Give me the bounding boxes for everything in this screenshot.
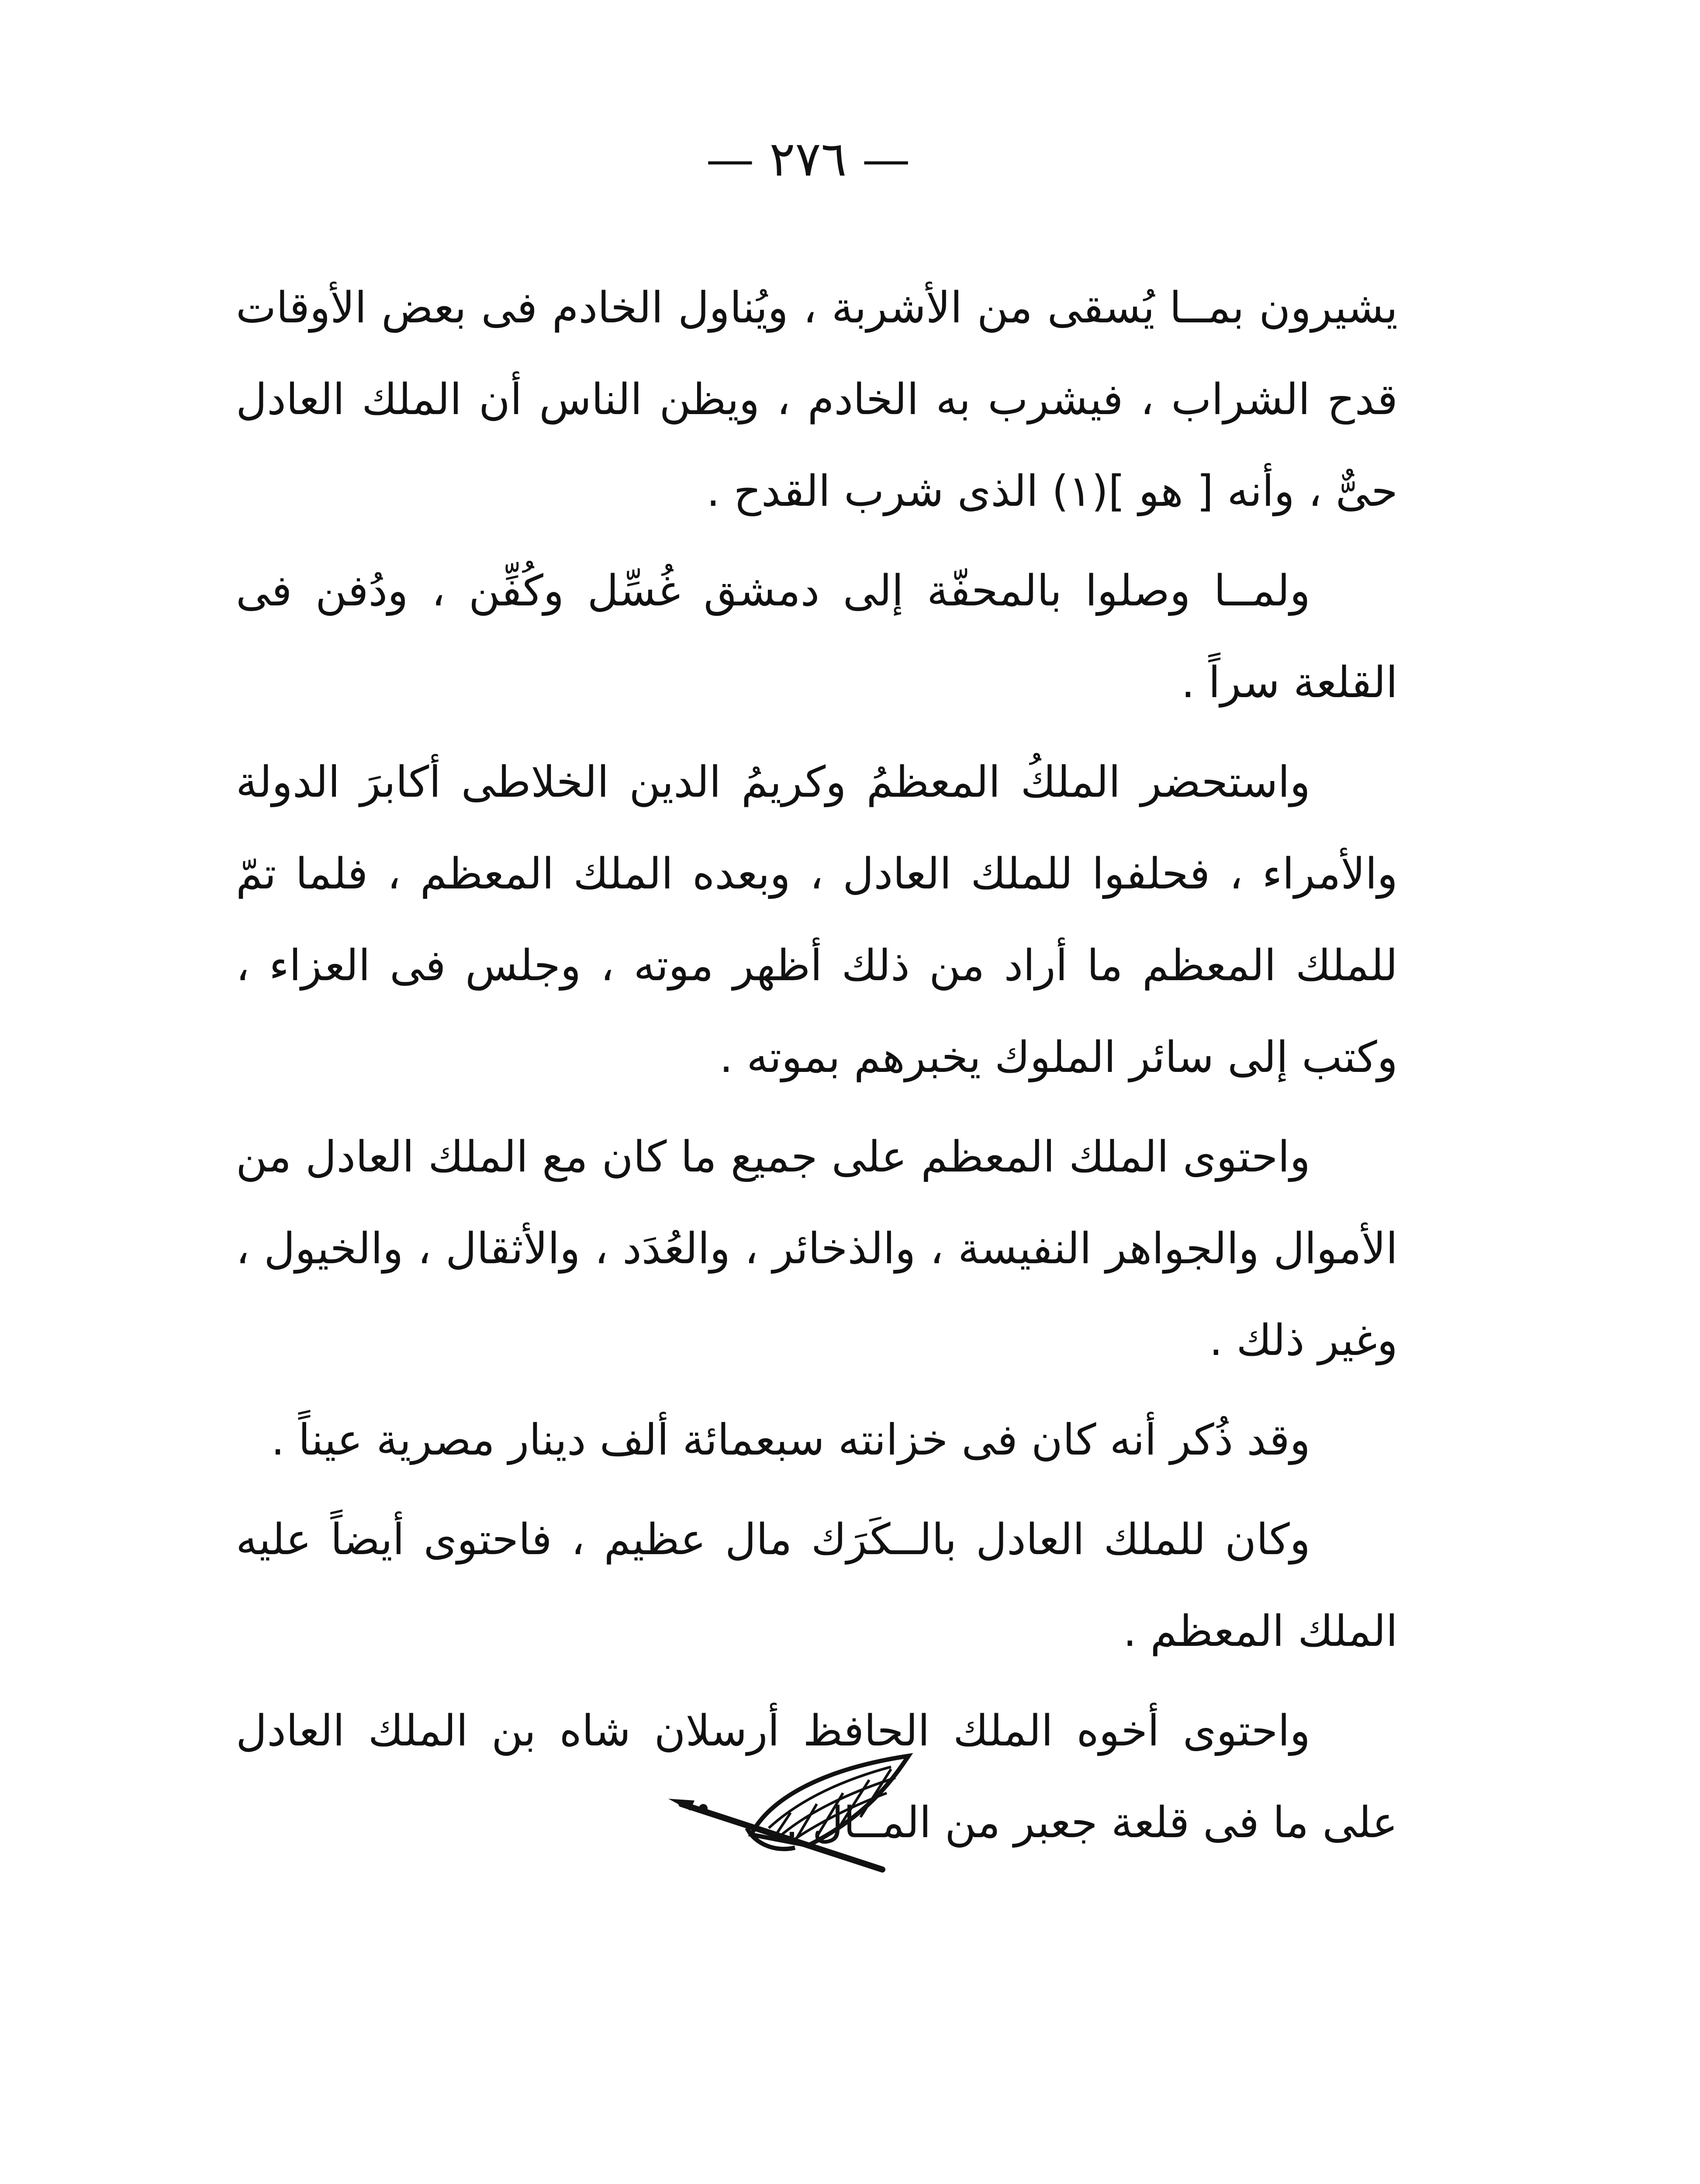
paragraph-5: وقد ذُكر أنه كان فى خزانته سبعمائة ألف دينار مصرية عيناً . <box>271 1415 1310 1465</box>
paragraph-4: واحتوى الملك المعظم على جميع ما كان مع الملك العادل من الأموال والجواهر النفيسة ، والذخائر ، والعُدَد ، والأثقال ، والخيول ، وغير ذلك . <box>236 1132 1398 1365</box>
winged-pen-icon <box>664 1752 926 1883</box>
body-text <box>236 262 1398 1876</box>
paragraph-7: واحتوى أخوه الملك الحافظ أرسلان شاه بن الملك العادل على ما فى قلعة جعبر من المــال . <box>236 1706 1398 1848</box>
page-number: — ٢٧٦ — <box>706 131 910 187</box>
paragraph-1: يشيرون بمــا يُسقى من الأشربة ، ويُناول الخادم فى بعض الأوقات قدح الشراب ، فيشرب به الخادم ، ويظن الناس أن الملك العادل حىٌّ ، وأنه [ هو ](١) الذى شرب القدح . <box>236 283 1398 516</box>
paragraph-3: واستحضر الملكُ المعظمُ وكريمُ الدين الخلاطى أكابرَ الدولة والأمراء ، فحلفوا للملك العادل ، وبعده الملك المعظم ، فلما تمّ للملك المعظم ما أراد من ذلك أظهر موته ، وجلس فى العزاء ، وكتب إلى سائر الملوك يخبرهم بموته . <box>236 757 1398 1082</box>
paragraph-6: وكان للملك العادل بالــكَرَك مال عظيم ، فاحتوى أيضاً عليه الملك المعظم . <box>236 1515 1398 1656</box>
paragraph-2: ولمــا وصلوا بالمحفّة إلى دمشق غُسِّل وكُفِّن ، ودُفن فى القلعة سراً . <box>236 566 1398 708</box>
